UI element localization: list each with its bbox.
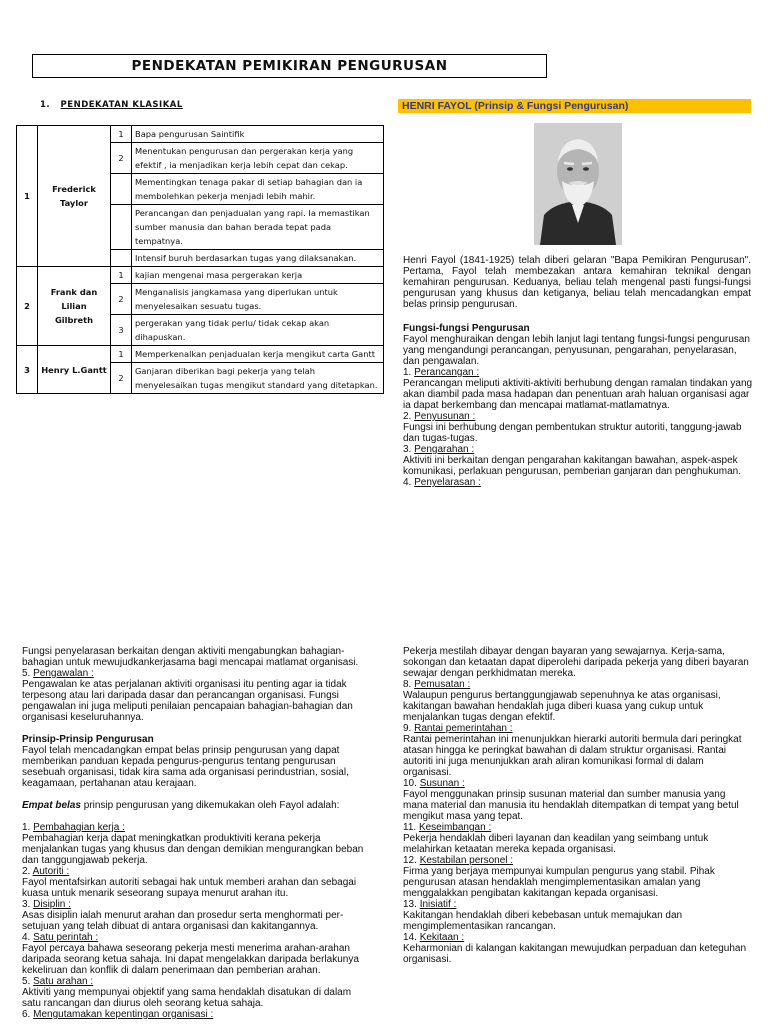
prinsip-12-text: Firma yang berjaya mempunyai kumpulan pengurus yang stabil. Pihak pengurusan atasan hendaklah mengimplementasikan amalan yang menggalakkan pengibatan kakitangan kepada organisasi. xyxy=(403,866,715,899)
prinsip-10-text: Fayol menggunakan prinsip susunan material dan sumber manusia yang mana material dan manusia itu hendaklah ditempatkan di tempat yang betul mengikut masa yang tepat. xyxy=(403,789,739,822)
item-text: Perancangan dan penjadualan yang rapi. Ia memastikan sumber manusia dan bahan berada tepat pada tempatnya. xyxy=(132,205,384,250)
portrait-drawing xyxy=(534,123,622,245)
empat-belas-rest: prinsip pengurusan yang dikemukakan oleh Fayol adalah: xyxy=(80,800,340,811)
item-number xyxy=(111,250,132,267)
fungsi-4-label-line xyxy=(403,477,753,488)
prinsip-13-label: Inisiatif : xyxy=(419,899,457,910)
right-bottom-block xyxy=(403,646,753,965)
prinsip-5-text: Aktiviti yang mempunyai objektif yang sama hendaklah disatukan di dalam satu rancangan dan diurus oleh seorang ketua sahaja. xyxy=(22,987,352,1009)
prinsip-8-label: Pemusatan : xyxy=(414,679,471,690)
prinsip-1-text: Pembahagian kerja dapat meningkatkan produktiviti kerana pekerja menjalankan tugas yang khusus dan dengan demikian mengurangkan beban dan tanggungjawab pekerja. xyxy=(22,833,364,866)
fungsi-intro: Fayol menghuraikan dengan lebih lanjut lagi tentang fungsi-fungsi pengurusan yang mengandungi perancangan, penyusunan, pengarahan, penyelarasan, dan pengawalan. xyxy=(403,334,750,367)
fungsi-block xyxy=(403,323,753,488)
prinsip-11-label: Keseimbangan : xyxy=(418,822,492,833)
fayol-header-bar xyxy=(398,99,751,113)
fungsi-4-label: Penyelarasan : xyxy=(414,477,481,488)
fungsi-1-label-line xyxy=(403,367,753,378)
prinsip-1-label: Pembahagian kerja : xyxy=(33,822,125,833)
section-number: 1. xyxy=(40,100,51,110)
group-number: 3 xyxy=(17,346,38,394)
prinsip-12-label-line xyxy=(403,855,753,866)
prinsip-8-label-line xyxy=(403,679,753,690)
fungsi-5-num: 5. xyxy=(22,668,31,679)
item-text: Menganalisis jangkamasa yang diperlukan untuk menyelesaikan sesuatu tugas. xyxy=(132,284,384,315)
fungsi-2-text: Fungsi ini berhubung dengan pembentukan struktur autoriti, tanggung-jawab dan tugas-tugas. xyxy=(403,422,742,444)
prinsip-3-num: 3. xyxy=(22,899,31,910)
prinsip-11-num: 11. xyxy=(403,822,417,833)
prinsip-11-label-line xyxy=(403,822,753,833)
prinsip-14-label-line xyxy=(403,932,753,943)
prinsip-5-num: 5. xyxy=(22,976,31,987)
item-number: 2 xyxy=(111,284,132,315)
item-number: 3 xyxy=(111,315,132,346)
item-text: Bapa pengurusan Saintifik xyxy=(132,126,384,143)
fungsi-heading: Fungsi-fungsi Pengurusan xyxy=(403,323,530,334)
prinsip-10-num: 10. xyxy=(403,778,417,789)
prinsip-4-label-line xyxy=(22,932,370,943)
prinsip-heading: Prinsip-Prinsip Pengurusan xyxy=(22,734,154,745)
prinsip-2-text: Fayol mentafsirkan autoriti sebagai hak untuk memberi arahan dan sebagai kuasa untuk menarik seseorang supaya menurut arahan itu. xyxy=(22,877,357,899)
item-number xyxy=(111,174,132,205)
item-text: Ganjaran diberikan bagi pekerja yang telah menyelesaikan tugas mengikut standard yang ditetapkan. xyxy=(132,363,384,394)
fayol-intro-block xyxy=(403,255,751,310)
prinsip-5-label: Satu arahan : xyxy=(33,976,94,987)
item-text: Menentukan pengurusan dan pergerakan kerja yang efektif , ia menjadikan kerja lebih cepat dan cekap. xyxy=(132,143,384,174)
empat-belas-emph: Empat belas xyxy=(22,800,81,811)
fungsi-3-label-line xyxy=(403,444,753,455)
fungsi-4-num: 4. xyxy=(403,477,412,488)
empat-belas-line xyxy=(22,800,370,811)
item-text: Mementingkan tenaga pakar di setiap bahagian dan ia membolehkan pekerja menjadi lebih mahir. xyxy=(132,174,384,205)
prinsip-14-label: Kekitaan : xyxy=(419,932,465,943)
table-row xyxy=(17,346,384,363)
prinsip-8-num: 8. xyxy=(403,679,412,690)
section-label: PENDEKATAN KLASIKAL xyxy=(60,100,183,110)
prinsip-8-text: Walaupun pengurus bertanggungjawab sepenuhnya ke atas organisasi, kakitangan bawahan hendaklah juga diberi kuasa yang cukup untuk menjalankan tugas dengan efektif. xyxy=(403,690,721,723)
item-text: Memperkenalkan penjadualan kerja mengikut carta Gantt xyxy=(132,346,384,363)
prinsip-intro: Fayol telah mencadangkan empat belas prinsip pengurusan yang dapat memberikan panduan kepada pengurus-pengurus tentang pengurusan sesebuah organisasi, tidak kira sama ada organisasi perindustrian, sosial, keagamaan, pertahanan atau kerajaan. xyxy=(22,745,349,789)
prinsip-3-label-line xyxy=(22,899,370,910)
klasikal-table xyxy=(16,125,384,394)
table-row xyxy=(17,126,384,143)
fungsi-5-label: Pengawalan : xyxy=(33,668,94,679)
group-name: Henry L.Gantt xyxy=(38,346,111,394)
fungsi-2-label-line xyxy=(403,411,753,422)
prinsip-5-label-line xyxy=(22,976,370,987)
prinsip-13-text: Kakitangan hendaklah diberi kebebasan untuk memajukan dan mengimplementasikan rancangan. xyxy=(403,910,683,932)
prinsip-13-num: 13. xyxy=(403,899,417,910)
fungsi-3-text: Aktiviti ini berkaitan dengan pengarahan kakitangan bawahan, aspek-aspek komunikasi, perlakuan pengurusan, pemberian ganjaran dan penghukuman. xyxy=(403,455,742,477)
fayol-header-text: HENRI FAYOL (Prinsip & Fungsi Pengurusan) xyxy=(402,100,629,112)
item-number: 1 xyxy=(111,126,132,143)
prinsip-10-label: Susunan : xyxy=(419,778,465,789)
prinsip-9-label-line xyxy=(403,723,753,734)
prinsip-9-text: Rantai pemerintahan ini menunjukkan hierarki autoriti bermula dari peringkat atasan hingga ke peringkat bawahan di dalam struktur organisasi. Rantai autoriti ini juga menunjukkan arah aliran komunikasi formal di dalam organisasi. xyxy=(403,734,742,778)
prinsip-12-label: Kestabilan personel : xyxy=(419,855,514,866)
fungsi-1-text: Perancangan meliputi aktiviti-aktiviti berhubung dengan ramalan tindakan yang akan diambil pada masa hadapan dan penentuan arah haluan organisasi agar ia dapat berkembang dan mencapai matlamat-matlamatnya. xyxy=(403,378,753,411)
prinsip-1-label-line xyxy=(22,822,370,833)
prinsip-2-num: 2. xyxy=(22,866,31,877)
prinsip-6-label-line xyxy=(22,1009,370,1020)
prinsip-6-num: 6. xyxy=(22,1009,31,1020)
henri-fayol-portrait xyxy=(534,123,622,245)
item-number xyxy=(111,205,132,250)
prinsip-7-text: Pekerja mestilah dibayar dengan bayaran yang sewajarnya. Kerja-sama, sokongan dan ketaatan dapat diperolehi daripada pekerja yang diberi bayaran sewajar dengan perkhidmatan mereka. xyxy=(403,646,749,679)
item-number: 1 xyxy=(111,267,132,284)
group-number: 2 xyxy=(17,267,38,346)
group-number: 1 xyxy=(17,126,38,267)
prinsip-6-label: Mengutamakan kepentingan organisasi : xyxy=(33,1009,214,1020)
group-name: Frederick Taylor xyxy=(38,126,111,267)
fungsi-3-label: Pengarahan : xyxy=(414,444,475,455)
prinsip-12-num: 12. xyxy=(403,855,417,866)
prinsip-2-label: Autoriti : xyxy=(32,866,70,877)
group-name: Frank dan Lilian Gilbreth xyxy=(38,267,111,346)
item-text: pergerakan yang tidak perlu/ tidak cekap akan dihapuskan. xyxy=(132,315,384,346)
fungsi-1-num: 1. xyxy=(403,367,412,378)
prinsip-3-text: Asas disiplin ialah menurut arahan dan prosedur serta menghormati per-setujuan yang telah dibuat di antara organisasi dan kakitangannya. xyxy=(22,910,344,932)
prinsip-4-num: 4. xyxy=(22,932,31,943)
page-title-text: PENDEKATAN PEMIKIRAN PENGURUSAN xyxy=(131,58,448,74)
fungsi-1-label: Perancangan : xyxy=(414,367,480,378)
item-text: Intensif buruh berdasarkan tugas yang dilaksanakan. xyxy=(132,250,384,267)
prinsip-14-text: Keharmonian di kalangan kakitangan mewujudkan perpaduan dan keteguhan organisasi. xyxy=(403,943,747,965)
fungsi-2-label: Penyusunan : xyxy=(414,411,476,422)
item-number: 1 xyxy=(111,346,132,363)
item-text: kajian mengenai masa pergerakan kerja xyxy=(132,267,384,284)
prinsip-9-num: 9. xyxy=(403,723,412,734)
item-number: 2 xyxy=(111,363,132,394)
prinsip-13-label-line xyxy=(403,899,753,910)
prinsip-3-label: Disiplin : xyxy=(33,899,71,910)
penyelarasan-text: Fungsi penyelarasan berkaitan dengan aktiviti mengabungkan bahagian-bahagian untuk mewujudkankerjasama bagi mencapai matlamat organisasi. xyxy=(22,646,359,668)
prinsip-4-text: Fayol percaya bahawa seseorang pekerja mesti menerima arahan-arahan daripada seorang ketua sahaja. Ini dapat mengelakkan daripada berlakunya kekeliruan dan konflik di dalam penerimaan dan pemberian arahan. xyxy=(22,943,359,976)
prinsip-2-label-line xyxy=(22,866,370,877)
prinsip-11-text: Pekerja hendaklah diberi layanan dan keadilan yang seimbang untuk melahirkan ketaatan mereka kepada organisasi. xyxy=(403,833,709,855)
fayol-intro: Henri Fayol (1841-1925) telah diberi gelaran "Bapa Pemikiran Pengurusan". Pertama, Fayol telah membezakan antara kemahiran teknikal dengan kemahiran pengurusan. Keduanya, beliau telah mengenal pasti fungsi-fungsi pengurusan yang khusus dan ketiganya, beliau telah mencadangkan empat belas prinsip pengurusan. xyxy=(403,255,751,310)
prinsip-4-label: Satu perintah : xyxy=(33,932,99,943)
prinsip-9-label: Rantai pemerintahan : xyxy=(414,723,513,734)
fungsi-5-text: Pengawalan ke atas perjalanan aktiviti organisasi itu penting agar ia tidak terpesong atau lari daripada dasar dan perancangan organisasi. Fungsi pengawalan ini juga meliputi penilaian pencapaian bahagian-bahagian dan organisasi keseluruhannya. xyxy=(22,679,353,723)
fungsi-3-num: 3. xyxy=(403,444,412,455)
prinsip-10-label-line xyxy=(403,778,753,789)
left-bottom-block xyxy=(22,646,370,1020)
prinsip-1-num: 1. xyxy=(22,822,31,833)
fungsi-2-num: 2. xyxy=(403,411,412,422)
fungsi-5-label-line xyxy=(22,668,370,679)
prinsip-14-num: 14. xyxy=(403,932,417,943)
item-number: 2 xyxy=(111,143,132,174)
section-heading-klasikal xyxy=(40,100,183,110)
table-row xyxy=(17,267,384,284)
page-title xyxy=(32,54,547,78)
